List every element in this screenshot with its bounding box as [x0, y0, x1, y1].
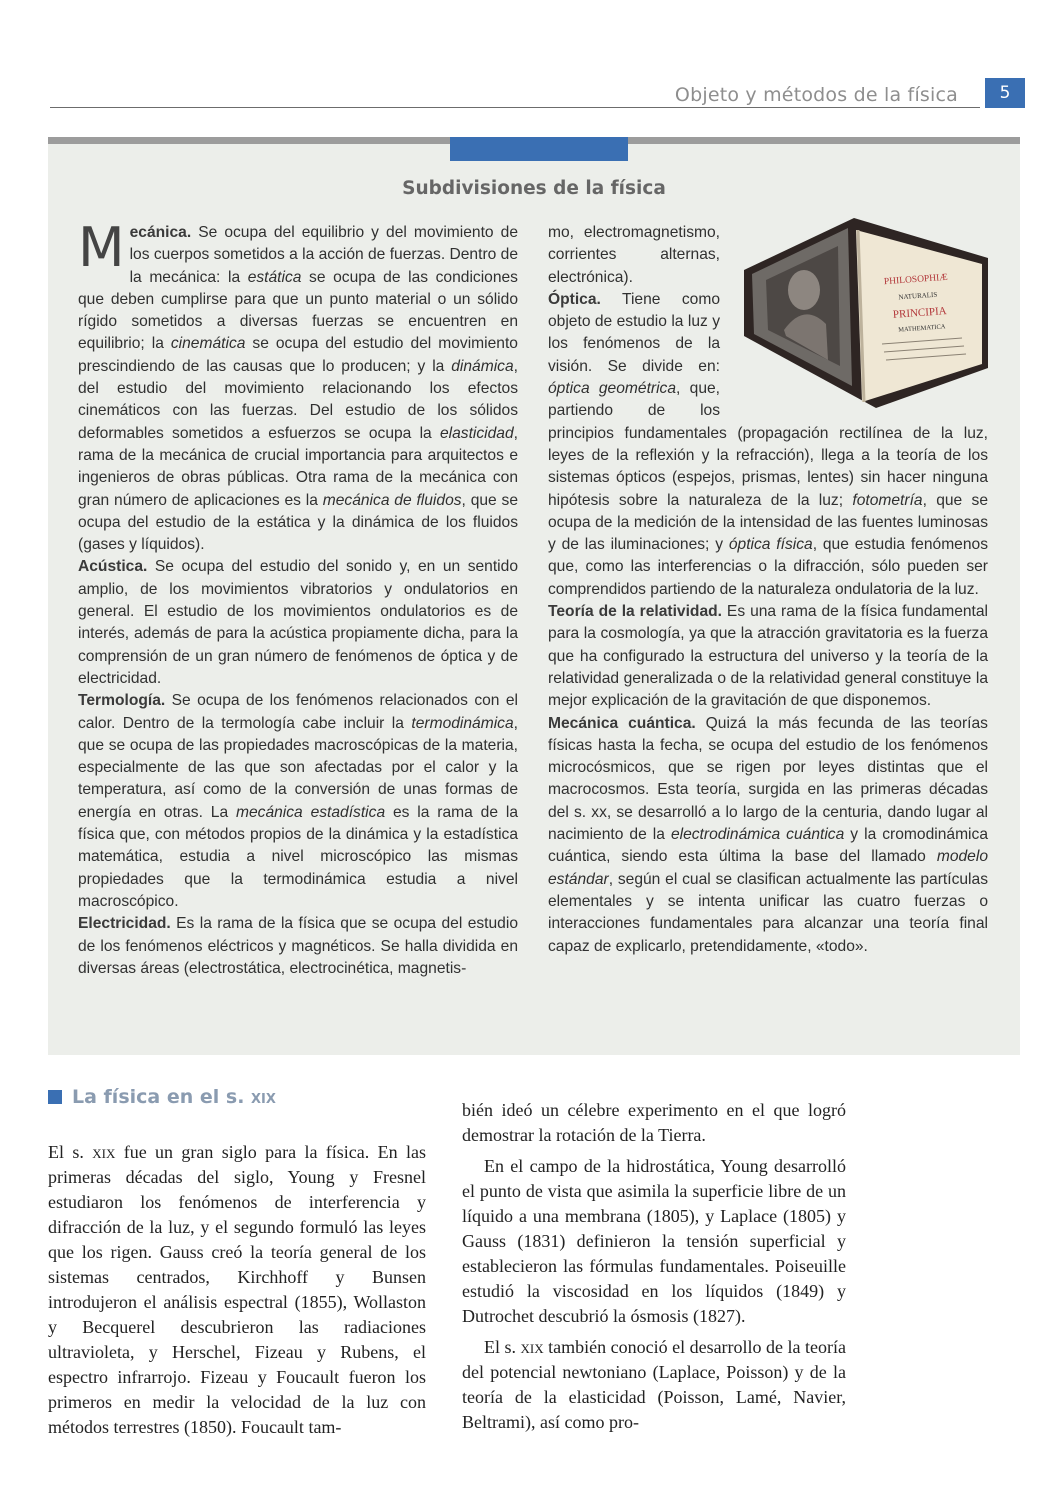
box-title: Subdivisiones de la física: [402, 178, 666, 199]
text: , que se ocupa de las propiedades macroscópicas de la materia, especialmente de las que son afectadas por el calor y la temperatura, así como de la conversión de unas formas de energía en otras. La: [78, 714, 518, 821]
term-cinematica: cinemática: [170, 335, 246, 353]
paragraph: [462, 1335, 846, 1435]
term-acustica: Acústica.: [78, 558, 148, 576]
term-termodinamica: termodinámica: [411, 714, 514, 732]
term-relatividad: Teoría de la relatividad.: [548, 603, 722, 621]
term-estadistica: mecánica estadística: [235, 803, 386, 821]
text: mo, electromagnetismo, corrientes alternas, electrónica).: [548, 224, 720, 286]
text: , que se ocupa del estudio de la estática y la dinámica de los fluidos (gases y líquidos).: [78, 491, 518, 554]
paragraph-acustica: [78, 556, 518, 690]
heading-square-icon: [48, 1090, 62, 1104]
term-dinamica: dinámica: [451, 357, 514, 375]
term-cuantica: Mecánica cuántica.: [548, 714, 696, 732]
page-number: 5: [985, 78, 1025, 108]
text: es la rama de la física que, con métodos propios de la dinámica y la estadística matemática, estudia a nivel microscópico las mismas propiedades que la termodinámica estudia a nivel macroscópico.: [78, 803, 518, 910]
text: , que, partiendo de los principios fundamentales (propagación rectilínea de la luz, leyes de la reflexión y la refracción), llega a la teoría de los sistemas ópticos (espejos, prismas, lentes) sin hacer ninguna hipótesis sobre la naturaleza de la luz;: [548, 380, 988, 509]
text: Quizá la más fecunda de las teorías físicas hasta la fecha, se ocupa del estudio de los fenómenos microcósmicos, que se rigen por leyes distintas que el macrocosmos. Esta teoría, surgida en las primeras décadas del s. xx, se desarrolló a lo largo de la centuria, dando lugar al nacimiento de la: [548, 714, 988, 844]
paragraph-electricidad: [78, 913, 518, 980]
book-label-4: MATHEMATICA: [898, 323, 946, 334]
drop-cap: M: [78, 216, 125, 279]
text: fue un gran siglo para la física. En las primeras décadas del siglo, Young y Fresnel estudiaron los fenómenos de interferencia y difracción de la luz, y el segundo formuló las leyes que los rigen. Gauss creó la teoría general de los sistemas centrados, Kirchhoff y Bunsen introdujeron el análisis espectral (1855), Wollaston y Becquerel descubrieron las radiaciones ultravioleta, y Herschel, Fizeau y Rubens, el espectro infrarrojo. Fizeau y Foucault fueron los primeros en medir la velocidad de la luz con métodos terrestres (1850). Foucault tam-: [48, 1142, 426, 1437]
section-left-column: [48, 1140, 426, 1440]
term-electricidad: Electricidad.: [78, 915, 171, 933]
box-accent-tab: [450, 137, 628, 161]
paragraph: En el campo de la hidrostática, Young desarrolló el punto de vista que asimila la superficie libre de un líquido a una membrana (1805), y Laplace (1805) y Gauss (1831) definieron la tensión superficial y establecieron las fórmulas fundamentales. Poiseuille estudió la viscosidad en los líquidos (1849) y Dutrochet descubrió la ósmosis (1827).: [462, 1156, 846, 1326]
text: , que se ocupa de la medición de la intensidad de las fuentes luminosas y de las iluminaciones; y: [548, 491, 988, 554]
paragraph-cuantica: [548, 713, 988, 958]
text: se ocupa del estudio del movimiento prescindiendo de las causas que lo producen; y la: [78, 335, 518, 375]
text: Es una rama de la física fundamental para la cosmología, ya que la atracción gravitatoria es la fuerza que ha configurado la estructura del universo y la teoría de la relatividad generalizada o de la relatividad general constituye la mejor explicación de la gravitación de que disponemos.: [548, 603, 989, 710]
term-estatica: estática: [247, 268, 302, 286]
paragraph-termologia: [78, 690, 518, 913]
paragraph-relatividad: [548, 601, 988, 712]
book-label-1: PHILOSOPHIÆ: [883, 272, 949, 288]
section-heading: [48, 1086, 276, 1108]
term-elasticidad: elasticidad: [439, 424, 514, 442]
term-geometrica: óptica geométrica: [548, 380, 677, 398]
text: y la cromodinámica cuántica, siendo esta última la base del llamado: [548, 826, 988, 866]
text: Se ocupa de los fenómenos relacionados con el calor. Dentro de la termología cabe incluir la: [78, 692, 518, 732]
text: , del estudio del movimiento relacionando los efectos cinemáticos con las fuerzas. Del estudio de los sólidos deformables sometidos a esfuerzos se ocupa la: [78, 357, 518, 442]
term-fotometria: fotometría: [852, 491, 923, 509]
term-modelo: modelo estándar: [548, 848, 988, 888]
principia-book-image: [726, 218, 996, 408]
section-right-column: [462, 1098, 846, 1435]
text: Tiene como objeto de estudio la luz y los fenómenos de la visión. Se divide en:: [548, 290, 720, 375]
text: Se ocupa del estudio del sonido y, en un sentido amplio, de los movimientos vibratorios y ondulatorios en general. El estudio de los movimientos ondulatorios es de interés, además de para la acústica propiamente dicha, para la comprensión de un gran número de fenómenos de óptica y de electricidad.: [78, 558, 518, 687]
text: Es la rama de la física que se ocupa del estudio de los fenómenos eléctricos y magnéticos. Se halla dividida en diversas áreas (electrostática, electrocinética, magnetis-: [78, 915, 518, 977]
paragraph: [48, 1140, 426, 1440]
term-termologia: Termología.: [78, 692, 166, 710]
subdivisions-box: [48, 144, 1020, 1055]
paragraph-mecanica: [78, 216, 518, 556]
text: , rama de la mecánica de crucial importancia para arquitectos e ingenieros de obras públicas. Otra rama de la mecánica con gran número de aplicaciones es la: [78, 424, 518, 509]
term-optica: Óptica.: [548, 290, 601, 308]
text: también conoció el desarrollo de la teoría del potencial newtoniano (Laplace, Poisson) y de la teoría de la elasticidad (Poisson, Lamé, Navier, Beltrami), así como pro-: [462, 1337, 847, 1432]
running-header-title: Objeto y métodos de la física: [674, 84, 958, 106]
term-fluidos: mecánica de fluidos: [322, 491, 462, 509]
book-label-3: PRINCIPIA: [892, 305, 948, 321]
header-rule: [50, 107, 980, 108]
box-left-column: [78, 216, 518, 980]
text: Se ocupa del equilibrio y del movimiento de los cuerpos sometidos a la acción de fuerzas. Dentro de la mecánica: la: [129, 224, 518, 286]
text: xix: [92, 1142, 116, 1162]
term-optica-fisica: óptica física: [728, 536, 813, 554]
term-mecanica: ecánica.: [129, 224, 192, 241]
book-label-2: NATURALIS: [898, 290, 938, 302]
text: xix: [251, 1086, 276, 1108]
term-electrodinamica: electrodinámica cuántica: [670, 826, 845, 844]
paragraph: bién ideó un célebre experimento en el que logró demostrar la rotación de la Tierra.: [462, 1100, 846, 1145]
text: La física en el s.: [72, 1086, 252, 1108]
box-right-column: [548, 222, 988, 958]
text: se ocupa de las condiciones que deben cumplirse para que un punto material o un sólido rígido sometidos a diversas fuerzas se encuentren en equilibrio; la: [78, 268, 518, 353]
text: El s.: [48, 1142, 93, 1162]
text: El s.: [484, 1337, 521, 1357]
text: , que estudia fenómenos que, como las interferencias o la difracción, sólo pueden ser comprendidos partiendo de la naturaleza ondulatoria de la luz.: [548, 536, 988, 598]
text: xix: [520, 1337, 544, 1357]
text: , según el cual se clasifican actualmente las partículas elementales y se intenta unificar las cuatro fuerzas o interacciones fundamentales para alcanzar una teoría final capaz de explicarlo, pretendidamente, «todo».: [548, 870, 988, 955]
section-title: [72, 1086, 276, 1108]
